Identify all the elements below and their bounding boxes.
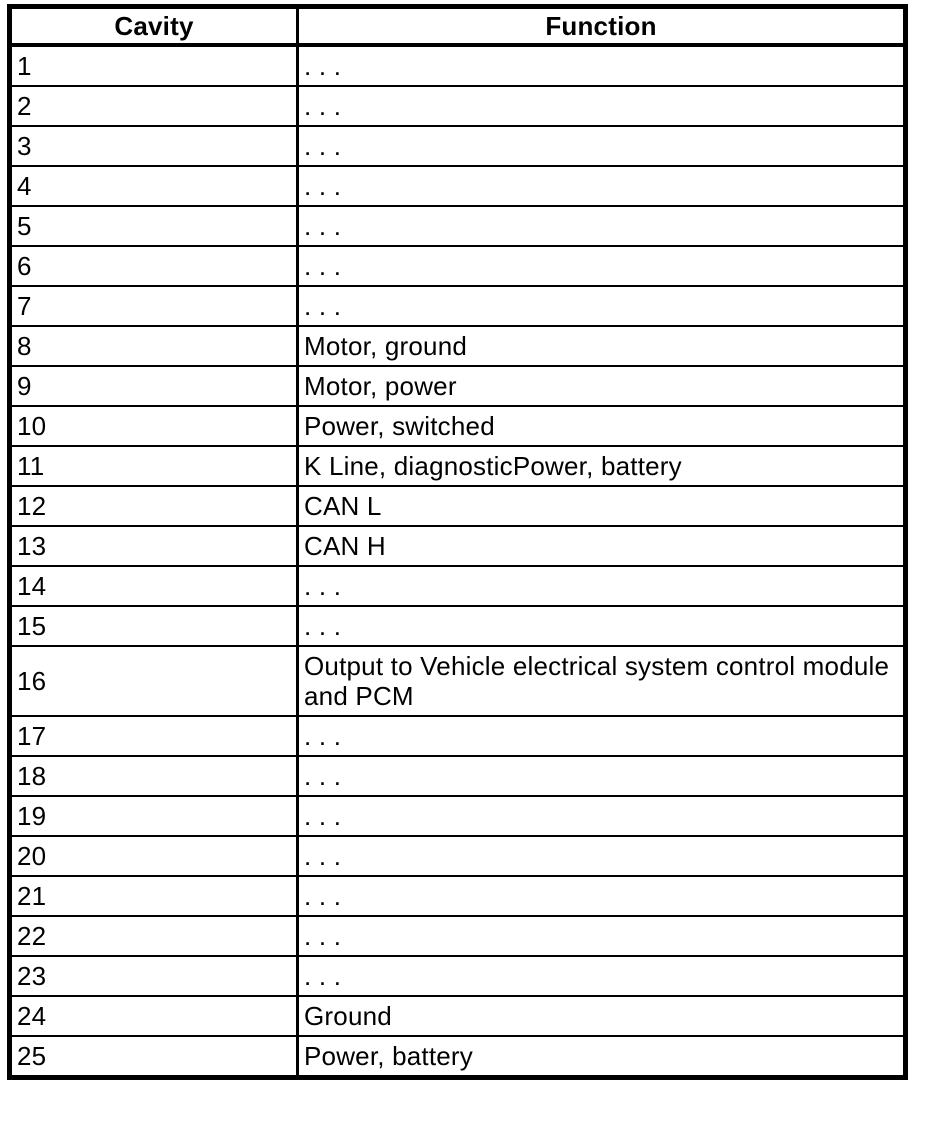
- table-row: [10, 836, 906, 876]
- table-row: [10, 796, 906, 836]
- table-row: [10, 606, 906, 646]
- table-body: [10, 45, 906, 1078]
- table-row: [10, 126, 906, 166]
- function-cell: . . .: [298, 206, 906, 246]
- function-cell: . . .: [298, 916, 906, 956]
- table-header: [10, 7, 906, 45]
- cavity-cell: 9: [10, 366, 298, 406]
- pinout-table: [7, 4, 908, 1080]
- table-row: [10, 326, 906, 366]
- function-cell: . . .: [298, 956, 906, 996]
- function-cell: Ground: [298, 996, 906, 1036]
- function-cell: Motor, ground: [298, 326, 906, 366]
- cavity-cell: 19: [10, 796, 298, 836]
- table-row: [10, 916, 906, 956]
- table-row: [10, 486, 906, 526]
- function-cell: . . .: [298, 836, 906, 876]
- cavity-cell: 10: [10, 406, 298, 446]
- function-cell: . . .: [298, 716, 906, 756]
- table-row: [10, 646, 906, 716]
- table-row: [10, 526, 906, 566]
- table-row: [10, 366, 906, 406]
- function-cell: . . .: [298, 876, 906, 916]
- cavity-cell: 18: [10, 756, 298, 796]
- function-cell: . . .: [298, 606, 906, 646]
- table-row: [10, 1036, 906, 1078]
- function-cell: . . .: [298, 756, 906, 796]
- cavity-cell: 1: [10, 45, 298, 86]
- function-cell: . . .: [298, 286, 906, 326]
- cavity-cell: 23: [10, 956, 298, 996]
- cavity-cell: 13: [10, 526, 298, 566]
- table-row: [10, 956, 906, 996]
- table-row: [10, 86, 906, 126]
- function-cell: CAN L: [298, 486, 906, 526]
- function-cell: . . .: [298, 796, 906, 836]
- cavity-cell: 3: [10, 126, 298, 166]
- table-row: [10, 406, 906, 446]
- cavity-cell: 16: [10, 646, 298, 716]
- cavity-cell: 15: [10, 606, 298, 646]
- function-cell: Output to Vehicle electrical system control module and PCM: [298, 646, 906, 716]
- cavity-cell: 11: [10, 446, 298, 486]
- function-cell: . . .: [298, 45, 906, 86]
- header-row: [10, 7, 906, 45]
- column-header-cavity: Cavity: [10, 7, 298, 45]
- cavity-cell: 25: [10, 1036, 298, 1078]
- cavity-cell: 12: [10, 486, 298, 526]
- table-row: [10, 166, 906, 206]
- cavity-cell: 4: [10, 166, 298, 206]
- table-row: [10, 716, 906, 756]
- cavity-cell: 7: [10, 286, 298, 326]
- cavity-cell: 14: [10, 566, 298, 606]
- function-cell: . . .: [298, 166, 906, 206]
- cavity-cell: 17: [10, 716, 298, 756]
- function-cell: . . .: [298, 566, 906, 606]
- function-cell: . . .: [298, 126, 906, 166]
- function-cell: . . .: [298, 246, 906, 286]
- cavity-cell: 20: [10, 836, 298, 876]
- cavity-cell: 6: [10, 246, 298, 286]
- cavity-cell: 22: [10, 916, 298, 956]
- table-row: [10, 996, 906, 1036]
- cavity-cell: 21: [10, 876, 298, 916]
- table-row: [10, 756, 906, 796]
- column-header-function: Function: [298, 7, 906, 45]
- table-row: [10, 206, 906, 246]
- function-cell: K Line, diagnosticPower, battery: [298, 446, 906, 486]
- cavity-cell: 8: [10, 326, 298, 366]
- function-cell: . . .: [298, 86, 906, 126]
- table-row: [10, 286, 906, 326]
- cavity-cell: 5: [10, 206, 298, 246]
- cavity-cell: 24: [10, 996, 298, 1036]
- function-cell: Power, switched: [298, 406, 906, 446]
- table-row: [10, 246, 906, 286]
- table-row: [10, 566, 906, 606]
- function-cell: Power, battery: [304, 1040, 473, 1071]
- cavity-cell: 2: [10, 86, 298, 126]
- function-cell: CAN H: [298, 526, 906, 566]
- table-row: [10, 876, 906, 916]
- table-row: [10, 45, 906, 86]
- function-cell: Motor, power: [298, 366, 906, 406]
- table-row: [10, 446, 906, 486]
